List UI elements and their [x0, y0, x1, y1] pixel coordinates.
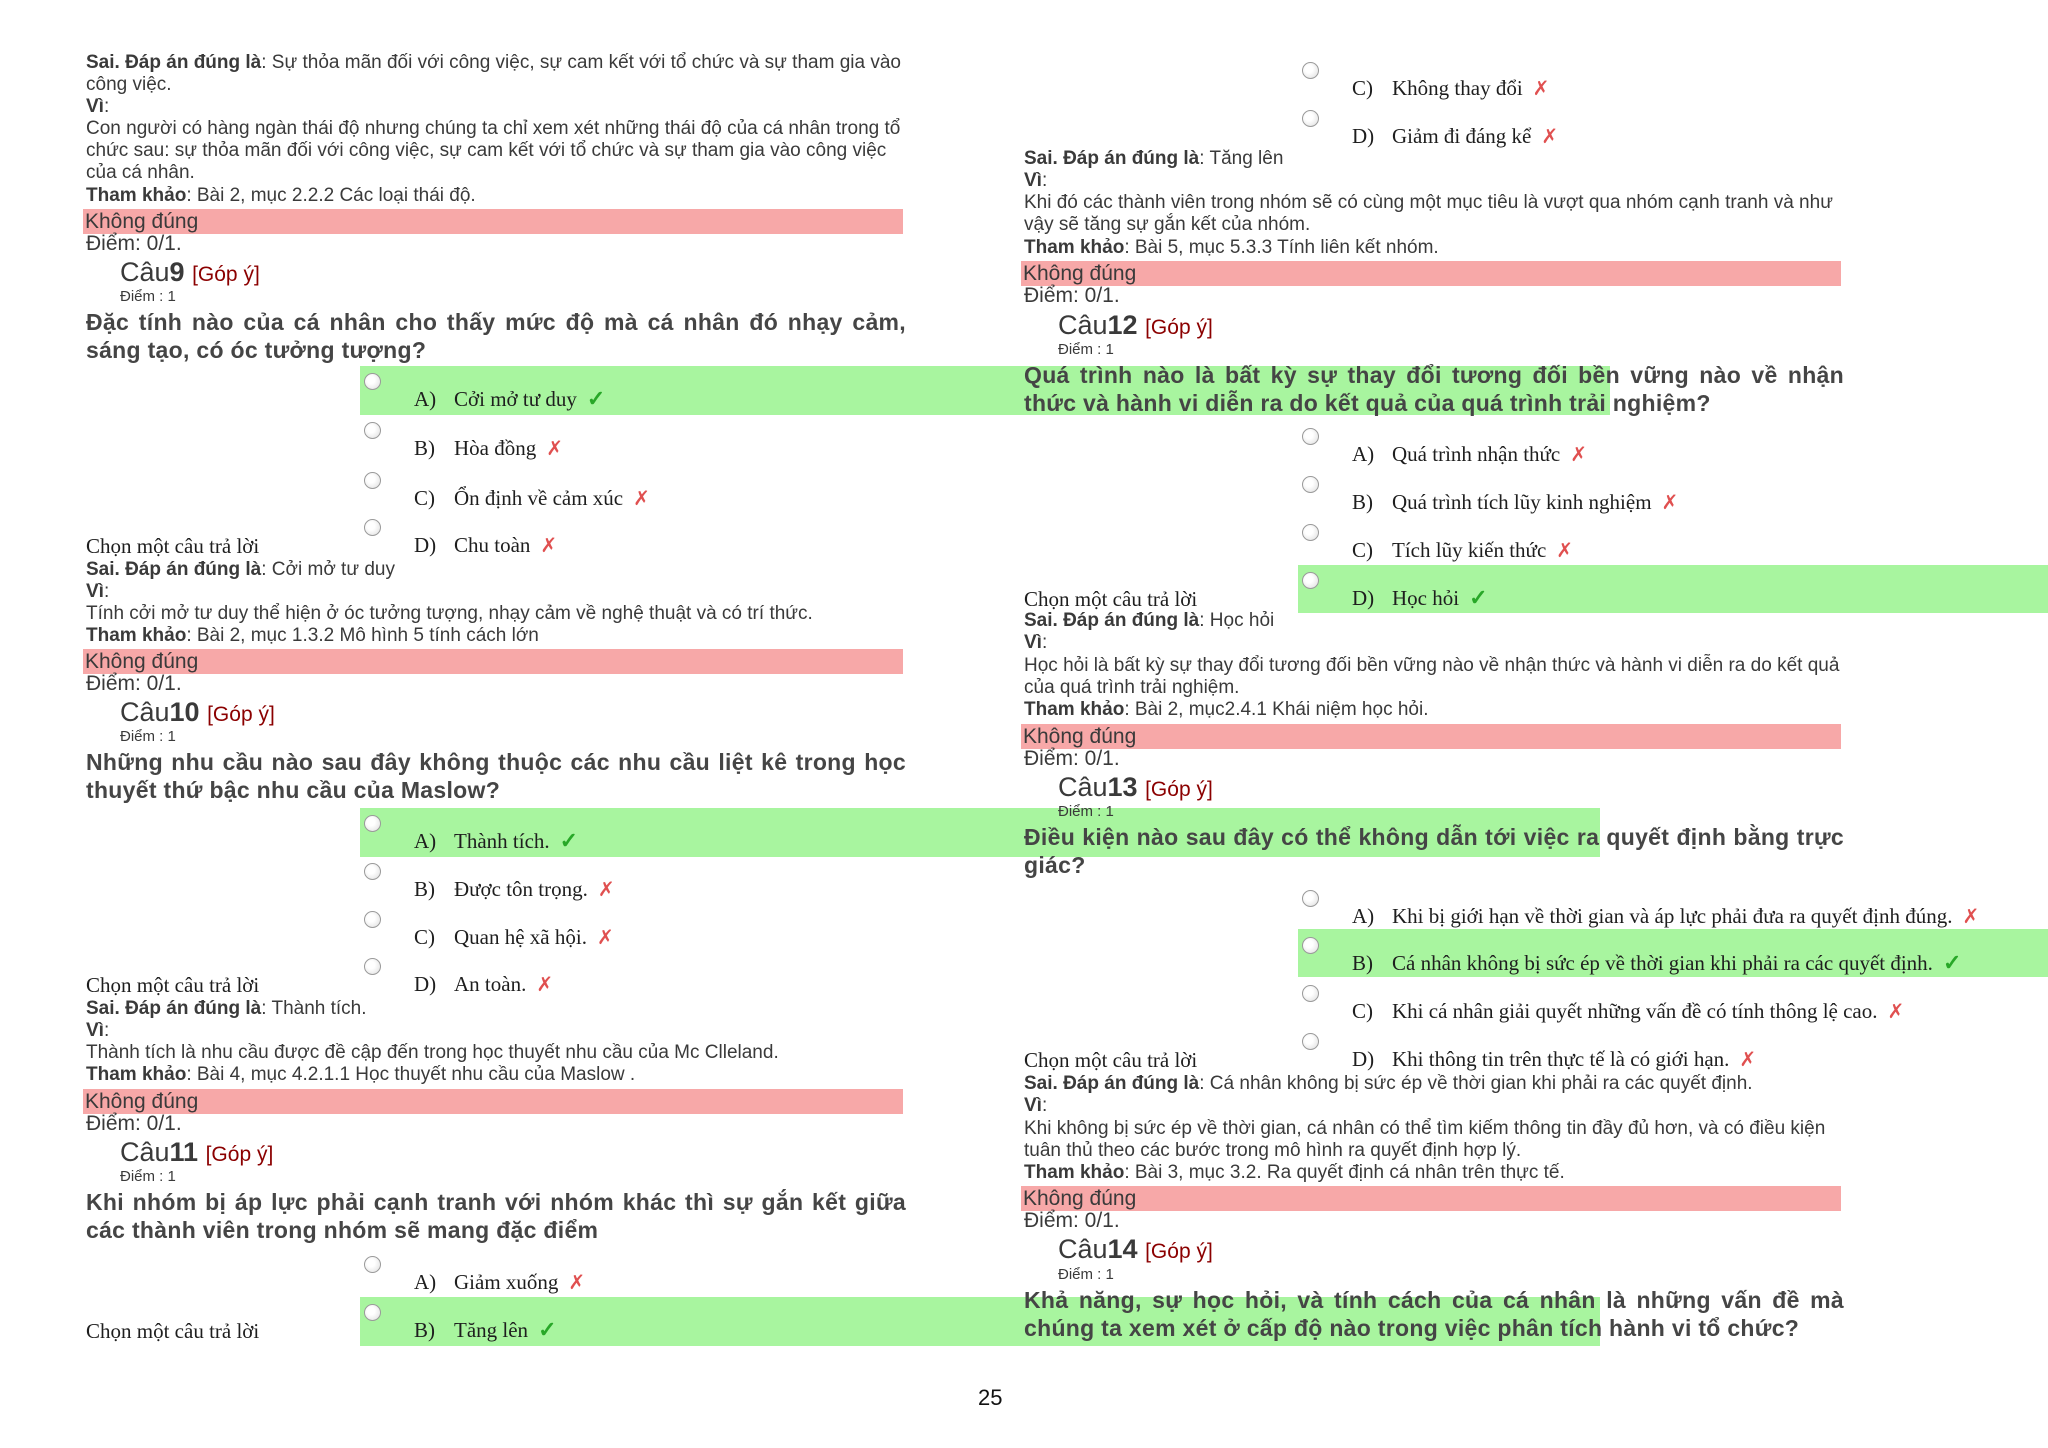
q13-header: Câu13 [Góp ý] [1058, 772, 1213, 802]
q13-option-c-radio[interactable] [1302, 985, 1319, 1002]
q12-option-b[interactable]: B) Quá trình tích lũy kinh nghiệm ✗ [1352, 490, 1679, 514]
q9-choose-label: Chọn một câu trả lời [86, 534, 260, 558]
q12-option-d-radio[interactable] [1302, 572, 1319, 589]
cross-icon: ✗ [633, 488, 650, 510]
q13-option-b-radio[interactable] [1302, 937, 1319, 954]
q13-question: Điều kiện nào sau đây có thể không dẫn tới việc ra quyết định bằng trực giác? [1024, 824, 1844, 878]
check-icon: ✓ [559, 828, 579, 853]
q11-feedback-link[interactable]: [Góp ý] [205, 1143, 274, 1166]
cross-icon: ✗ [1556, 540, 1574, 562]
check-icon: ✓ [1942, 950, 1962, 975]
q11-option-d[interactable]: D) Giảm đi đáng kể ✗ [1352, 124, 1559, 148]
q10-score: Điểm: 0/1. [86, 1112, 182, 1135]
q13-explanation: Khi không bị sức ép về thời gian, cá nhân có thể tìm kiếm thông tin đầy đủ hơn, và có điều kiện tuân thủ theo các bước trong mô hình ra quyết định hợp lý. [1024, 1118, 1826, 1161]
q10-option-b-radio[interactable] [364, 863, 381, 880]
q11-score: Điểm: 0/1. [1024, 284, 1120, 307]
q9-answer: Sai. Đáp án đúng là: Cởi mở tư duy [86, 559, 395, 580]
q10-answer: Sai. Đáp án đúng là: Thành tích. [86, 998, 367, 1019]
q10-option-a[interactable]: A) Thành tích. ✓ [414, 828, 579, 853]
q10-option-a-radio[interactable] [364, 815, 381, 832]
q10-vi: Vì: [86, 1020, 110, 1041]
q13-score: Điểm: 0/1. [1024, 1209, 1120, 1232]
q10-points: Điểm : 1 [120, 728, 176, 745]
q9-question: Đặc tính nào của cá nhân cho thấy mức độ mà cá nhân đó nhạy cảm, sáng tạo, có óc tưởng tượng? [86, 309, 906, 363]
q11-reference: Tham khảo: Bài 5, mục 5.3.3 Tính liên kết nhóm. [1024, 237, 1439, 258]
page-number: 25 [978, 1385, 1003, 1410]
q14-points: Điểm : 1 [1058, 1266, 1114, 1283]
q9-option-c[interactable]: C) Ổn định về cảm xúc ✗ [414, 486, 650, 510]
q11-option-c-radio[interactable] [1302, 62, 1319, 79]
q11-points: Điểm : 1 [120, 1168, 176, 1185]
q10-choose-label: Chọn một câu trả lời [86, 973, 260, 997]
q10-option-b[interactable]: B) Được tôn trọng. ✗ [414, 877, 615, 901]
q12-status-bar: Không đúng [1021, 724, 1841, 749]
q10-reference: Tham khảo: Bài 4, mục 4.2.1.1 Học thuyết nhu cầu của Maslow . [86, 1064, 636, 1085]
q10-status-bar: Không đúng [83, 1089, 903, 1114]
q12-option-b-radio[interactable] [1302, 476, 1319, 493]
q13-option-a[interactable]: A) Khi bị giới hạn về thời gian và áp lực phải đưa ra quyết định đúng. ✗ [1352, 904, 1980, 928]
q12-option-a-radio[interactable] [1302, 428, 1319, 445]
check-icon: ✓ [1469, 585, 1488, 610]
cross-icon: ✗ [1887, 1001, 1905, 1023]
cross-icon: ✗ [1962, 906, 1980, 928]
cross-icon: ✗ [1661, 492, 1679, 514]
q11-option-b[interactable]: B) Tăng lên ✓ [414, 1317, 557, 1342]
q13-option-a-radio[interactable] [1302, 890, 1319, 907]
q13-option-d-radio[interactable] [1302, 1033, 1319, 1050]
q11-option-d-radio[interactable] [1302, 110, 1319, 127]
q9-vi: Vì: [86, 581, 110, 602]
q11-option-c[interactable]: C) Không thay đổi ✗ [1352, 76, 1550, 100]
cross-icon: ✗ [597, 879, 615, 901]
q13-answer: Sai. Đáp án đúng là: Cá nhân không bị sức ép về thời gian khi phải ra các quyết định. [1024, 1073, 1753, 1094]
q12-feedback-link[interactable]: [Góp ý] [1145, 316, 1213, 339]
q9-points: Điểm : 1 [120, 288, 176, 305]
q10-header: Câu10 [Góp ý] [120, 697, 275, 727]
q9-reference: Tham khảo: Bài 2, mục 1.3.2 Mô hình 5 tính cách lớn [86, 625, 539, 646]
q9-option-b-radio[interactable] [364, 422, 381, 439]
q9-option-b[interactable]: B) Hòa đồng ✗ [414, 436, 564, 460]
check-icon: ✓ [538, 1317, 557, 1342]
q11-option-a-radio[interactable] [364, 1256, 381, 1273]
q8-vi: Vì: [86, 96, 110, 117]
q9-header: Câu9 [Góp ý] [120, 257, 260, 287]
q13-option-d[interactable]: D) Khi thông tin trên thực tế là có giới hạn. ✗ [1352, 1047, 1757, 1071]
q9-option-c-radio[interactable] [364, 472, 381, 489]
q10-feedback-link[interactable]: [Góp ý] [207, 703, 275, 726]
q13-points: Điểm : 1 [1058, 803, 1114, 820]
q13-choose-label: Chọn một câu trả lời [1024, 1048, 1198, 1072]
cross-icon: ✗ [596, 927, 614, 949]
q12-score: Điểm: 0/1. [1024, 747, 1120, 770]
q13-option-b[interactable]: B) Cá nhân không bị sức ép về thời gian khi phải ra các quyết định. ✓ [1352, 950, 1962, 975]
cross-icon: ✗ [540, 535, 558, 557]
cross-icon: ✗ [546, 438, 564, 460]
q11-status-bar: Không đúng [1021, 261, 1841, 286]
q12-option-c[interactable]: C) Tích lũy kiến thức ✗ [1352, 538, 1574, 562]
q9-score: Điểm: 0/1. [86, 672, 182, 695]
q9-option-a[interactable]: A) Cởi mở tư duy ✓ [414, 386, 606, 411]
q14-header: Câu14 [Góp ý] [1058, 1234, 1213, 1264]
q13-reference: Tham khảo: Bài 3, mục 3.2. Ra quyết định cá nhân trên thực tế. [1024, 1162, 1565, 1183]
cross-icon: ✗ [1541, 126, 1559, 148]
q11-explanation: Khi đó các thành viên trong nhóm sẽ có cùng một mục tiêu là vượt qua nhóm cạnh tranh và như vậy sẽ tăng sự gắn kết của nhóm. [1024, 192, 1833, 235]
q12-answer: Sai. Đáp án đúng là: Học hỏi [1024, 610, 1275, 631]
cross-icon: ✗ [1739, 1049, 1757, 1071]
q8-status-bar: Không đúng [83, 209, 903, 234]
cross-icon: ✗ [568, 1272, 586, 1294]
q11-option-a[interactable]: A) Giảm xuống ✗ [414, 1270, 586, 1294]
q13-feedback-link[interactable]: [Góp ý] [1145, 778, 1213, 801]
cross-icon: ✗ [1532, 78, 1550, 100]
q13-status-bar: Không đúng [1021, 1186, 1841, 1211]
q12-header: Câu12 [Góp ý] [1058, 310, 1213, 340]
q9-feedback-link[interactable]: [Góp ý] [192, 263, 260, 286]
q10-option-c[interactable]: C) Quan hệ xã hội. ✗ [414, 925, 614, 949]
q13-option-c[interactable]: C) Khi cá nhân giải quyết những vấn đề có tính thông lệ cao. ✗ [1352, 999, 1905, 1023]
q8-reference: Tham khảo: Bài 2, mục 2.2.2 Các loại thái độ. [86, 185, 476, 206]
q12-option-c-radio[interactable] [1302, 524, 1319, 541]
q12-question: Quá trình nào là bất kỳ sự thay đổi tương đối bền vững nào về nhận thức và hành vi diễn ra do kết quả của quá trình trải nghiệm? [1024, 362, 1844, 416]
q10-option-d-radio[interactable] [364, 958, 381, 975]
q11-option-b-radio[interactable] [364, 1304, 381, 1321]
q10-option-c-radio[interactable] [364, 911, 381, 928]
q12-vi: Vì: [1024, 632, 1048, 653]
q10-option-d[interactable]: D) An toàn. ✗ [414, 972, 554, 996]
q12-reference: Tham khảo: Bài 2, mục2.4.1 Khái niệm học hỏi. [1024, 699, 1429, 720]
q9-option-d[interactable]: D) Chu toàn ✗ [414, 533, 558, 557]
q14-question: Khả năng, sự học hỏi, và tính cách của cá nhân là những vấn đề mà chúng ta xem xét ở cấp độ nào trong việc phân tích hành vi tổ chức? [1024, 1287, 1844, 1341]
q11-answer: Sai. Đáp án đúng là: Tăng lên [1024, 148, 1284, 169]
q12-choose-label: Chọn một câu trả lời [1024, 587, 1198, 611]
q9-option-d-radio[interactable] [364, 519, 381, 536]
q9-explanation: Tính cởi mở tư duy thể hiện ở óc tưởng tượng, nhạy cảm về nghệ thuật và có trí thức. [86, 603, 813, 624]
q8-explanation: Con người có hàng ngàn thái độ nhưng chúng ta chỉ xem xét những thái độ của cá nhân trong tổ chức sau: sự thỏa mãn đối với công việc, sự cam kết với tổ chức và sự tham gia vào công việc của cá nhân. [86, 118, 901, 183]
check-icon: ✓ [586, 386, 606, 411]
cross-icon: ✗ [536, 974, 554, 996]
q9-status-bar: Không đúng [83, 649, 903, 674]
q12-option-d[interactable]: D) Học hỏi ✓ [1352, 585, 1488, 610]
q8-score: Điểm: 0/1. [86, 232, 182, 255]
q10-question: Những nhu cầu nào sau đây không thuộc các nhu cầu liệt kê trong học thuyết thứ bậc nhu cầu của Maslow? [86, 749, 906, 803]
q12-option-a[interactable]: A) Quá trình nhận thức ✗ [1352, 442, 1588, 466]
q12-points: Điểm : 1 [1058, 341, 1114, 358]
q8-answer: Sai. Đáp án đúng là: Sự thỏa mãn đối với công việc, sự cam kết với tổ chức và sự tham gia vào công việc. [86, 52, 901, 95]
q14-feedback-link[interactable]: [Góp ý] [1145, 1240, 1213, 1263]
q13-vi: Vì: [1024, 1095, 1048, 1116]
q11-vi: Vì: [1024, 170, 1048, 191]
cross-icon: ✗ [1570, 444, 1588, 466]
q11-header: Câu11 [Góp ý] [120, 1137, 274, 1167]
q12-explanation: Học hỏi là bất kỳ sự thay đổi tương đối bền vững nào về nhận thức và hành vi diễn ra do kết quả của quá trình trải nghiệm. [1024, 655, 1840, 698]
q9-option-a-radio[interactable] [364, 373, 381, 390]
q11-question: Khi nhóm bị áp lực phải cạnh tranh với nhóm khác thì sự gắn kết giữa các thành viên trong nhóm sẽ mang đặc điểm [86, 1189, 906, 1243]
q11-choose-label: Chọn một câu trả lời [86, 1319, 260, 1343]
q10-explanation: Thành tích là nhu cầu được đề cập đến trong học thuyết nhu cầu của Mc Clleland. [86, 1042, 779, 1063]
